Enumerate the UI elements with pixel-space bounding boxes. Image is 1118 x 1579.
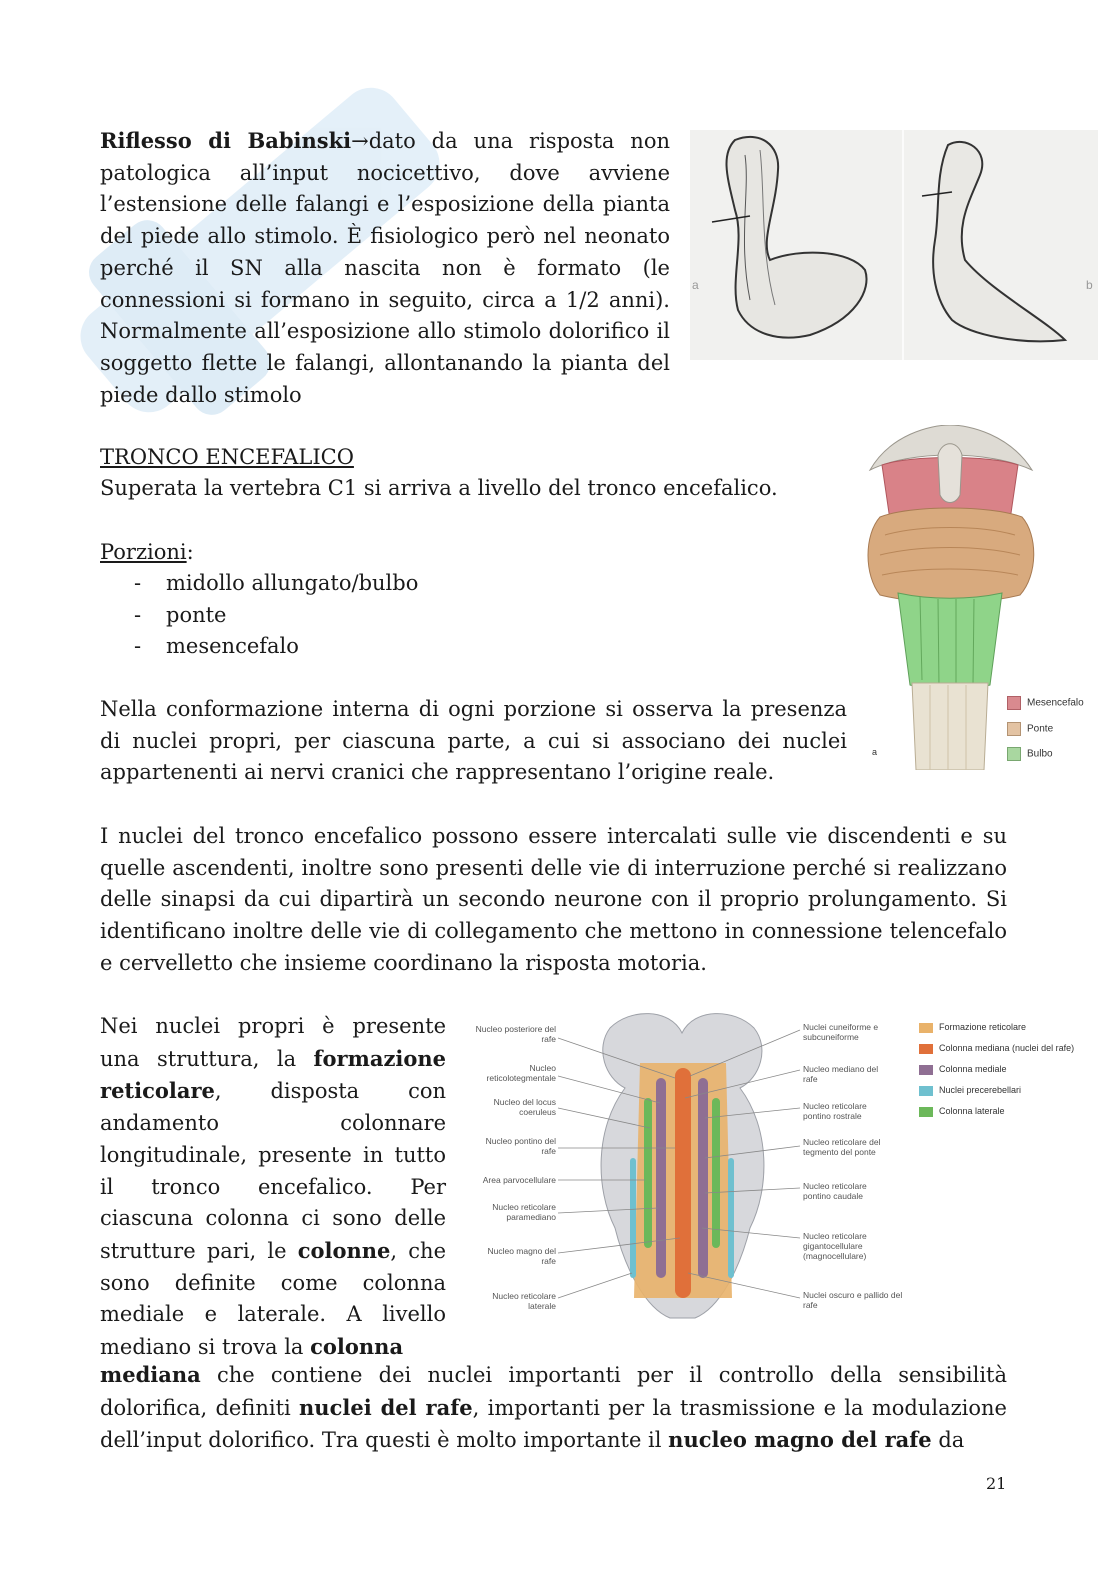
figure-label-b: b [1086, 278, 1093, 292]
babinski-title: Riflesso di Babinski [100, 128, 352, 153]
page-number: 21 [986, 1474, 1007, 1493]
label-area-parvocellulare: Area parvocellulare [482, 1175, 556, 1185]
list-item: - midollo allungato/bulbo [100, 568, 418, 600]
legend-swatch [919, 1044, 933, 1054]
legend-colonna-mediana: Colonna mediana (nuclei del rafe) [919, 1043, 1074, 1054]
label-locus-coeruleus: Nucleo del locus coeruleus [493, 1097, 556, 1117]
legend-colonna-mediale: Colonna mediale [919, 1064, 1007, 1075]
label-nucleo-mediano-rafe: Nucleo mediano del rafe [803, 1064, 879, 1084]
figure-letter: a [872, 747, 878, 757]
figure-label-a: a [692, 278, 699, 292]
legend-swatch [1007, 696, 1021, 710]
babinski-text: →dato da una risposta non patologica all’input nocicettivo, dove avviene l’estensione delle falangi e l’esposizione della pianta del piede allo stimolo. È fisiologico però nel neonato perché il SN alla nascita non è formato (le connessioni si formano in seguito, circa a 1/2 anni). Normalmente all’esposizione allo stimolo dolorifico il soggetto flette le falangi, allontanando la pianta del piede dallo stimolo [100, 129, 671, 407]
label-nucleo-pontino-rafe: Nucleo pontino del rafe [485, 1136, 556, 1156]
legend-formazione-reticolare: Formazione reticolare [919, 1022, 1026, 1033]
legend-swatch [919, 1065, 933, 1075]
list-item: - mesencefalo [100, 631, 418, 663]
label-pontino-caudale: Nucleo reticolare pontino caudale [803, 1181, 867, 1201]
section-heading: TRONCO ENCEFALICO [100, 445, 354, 469]
tronco-paragraph-2: I nuclei del tronco encefalico possono essere intercalati sulle vie discendenti e su quelle ascendenti, inoltre sono presenti delle vie di interruzione perché si realizzano delle sinapsi da cui dipartirà un secondo neurone con il proprio prolungamento. Si identificano inoltre delle vie di collegamento che mettono in connessione telencefalo e cervelletto che insieme coordinano la risposta motoria. [100, 824, 1007, 975]
tronco-paragraph-1: Nella conformazione interna di ogni porzione si osserva la presenza di nuclei propri, per ciascuna parte, a cui si associano dei nuclei appartenenti ai nervi cranici che rappresentano l’origine reale. [100, 697, 847, 785]
legend-colonna-laterale: Colonna laterale [919, 1106, 1005, 1117]
label-nuclei-cuneiforme: Nuclei cuneiforme e subcuneiforme [803, 1022, 879, 1042]
legend-nuclei-precerebellari: Nuclei precerebellari [919, 1085, 1021, 1096]
label-tegmento-ponte: Nucleo reticolare del tegmento del ponte [803, 1137, 881, 1157]
label-nuclei-oscuro-pallido: Nuclei oscuro e pallido del rafe [803, 1290, 903, 1310]
legend-swatch [919, 1107, 933, 1117]
legend-swatch [1007, 722, 1021, 736]
legend-ponte: Ponte [1007, 722, 1053, 736]
label-nucleo-reticolare-laterale: Nucleo reticolare laterale [492, 1291, 556, 1311]
list-item: - ponte [100, 600, 418, 632]
reticular-formation-figure [470, 1008, 1085, 1320]
legend-swatch [919, 1023, 933, 1033]
label-nucleo-posteriore-rafe: Nucleo posteriore del rafe [475, 1024, 556, 1044]
babinski-figure [690, 130, 1098, 360]
babinski-paragraph [100, 125, 670, 411]
label-gigantocellulare: Nucleo reticolare gigantocellulare (magnocellulare) [803, 1231, 867, 1261]
legend-swatch [1007, 747, 1021, 761]
porzioni-list [100, 568, 418, 663]
porzioni-label: Porzioni: [100, 540, 194, 564]
label-nucleo-reticolotegmentale: Nucleo reticolotegmentale [486, 1063, 556, 1083]
tronco-intro: Superata la vertebra C1 si arriva a livello del tronco encefalico. [100, 476, 778, 500]
label-pontino-rostrale: Nucleo reticolare pontino rostrale [803, 1101, 867, 1121]
label-nucleo-magno-rafe: Nucleo magno del rafe [487, 1246, 556, 1266]
legend-mesencefalo: Mesencefalo [1007, 696, 1084, 710]
brainstem-figure [860, 425, 1095, 770]
legend-bulbo: Bulbo [1007, 747, 1053, 761]
reticolare-paragraph-continued: mediana che contiene dei nuclei importanti per il controllo della sensibilità dolorifica, definiti nuclei del rafe, importanti per la trasmissione e la modulazione dell’input dolorifico. Tra questi è molto importante il nucleo magno del rafe da [100, 1362, 1007, 1453]
label-nucleo-paramediano: Nucleo reticolare paramediano [492, 1202, 556, 1222]
legend-swatch [919, 1086, 933, 1096]
reticolare-paragraph-left: Nei nuclei propri è presente una struttura, la formazione reticolare, disposta con andamento colonnare longitudinale, presente in tutto il tronco encefalico. Per ciascuna colonna ci sono delle strutture pari, le colonne, che sono definite come colonna mediale e laterale. A livello mediano si trova la colonna [100, 1014, 446, 1360]
